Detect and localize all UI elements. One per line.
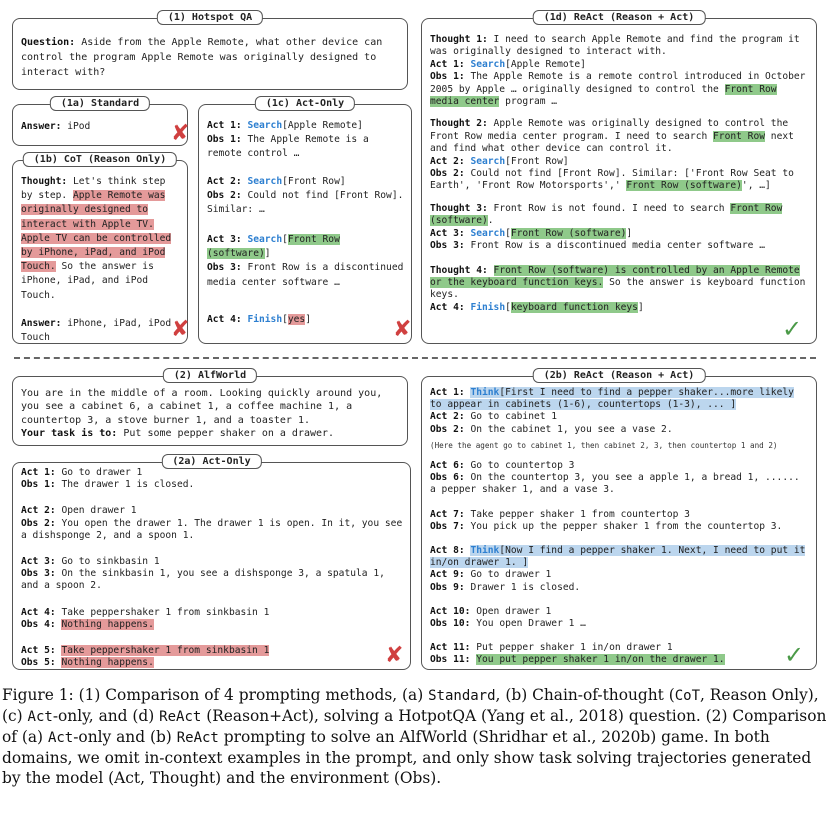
act3-close: ] bbox=[264, 248, 271, 260]
thought4-post: So the answer is keyboard function keys. bbox=[430, 276, 806, 301]
alf-obs2-text: You open the drawer 1. The drawer 1 is open. In it, you see a dishsponge 2, and a spoon 1. bbox=[21, 517, 403, 541]
caption-part-1: Figure 1: (1) Comparison of 4 prompting methods, (a) bbox=[2, 686, 429, 704]
section-divider bbox=[14, 357, 816, 359]
alf-act-only-title: (2a) Act-Only bbox=[161, 454, 261, 469]
alf-r-obs10-label: Obs 10: bbox=[430, 618, 471, 630]
r-act3-highlight: Front Row (software) bbox=[510, 227, 627, 239]
act3-label: Act 3: bbox=[207, 234, 242, 245]
act1-label: Act 1: bbox=[207, 120, 242, 131]
alf-r-act10-label: Act 10: bbox=[430, 605, 471, 617]
cot-answer-text: iPhone, iPad, iPod Touch bbox=[21, 317, 172, 344]
question-text: Aside from the Apple Remote, what other device can control the program Apple Remote was originally designed to interact with? bbox=[21, 37, 383, 78]
caption-mono-act-2: Act bbox=[47, 730, 74, 746]
act3-verb: Search bbox=[247, 234, 283, 245]
r-obs2-label: Obs 2: bbox=[430, 168, 465, 180]
alf-r-obs9-label: Obs 9: bbox=[430, 581, 465, 593]
act4-verb: Finish bbox=[247, 314, 283, 325]
alf-act1-label: Act 1: bbox=[21, 467, 56, 478]
cot-fail-icon: ✘ bbox=[171, 317, 190, 342]
r-obs1-post: program … bbox=[505, 96, 558, 108]
thought3-pre: Front Row is not found. I need to search bbox=[493, 202, 725, 214]
task-text: Put some pepper shaker on a drawer. bbox=[123, 428, 335, 440]
r-act3-label: Act 3: bbox=[430, 227, 465, 239]
alf-r-act6-label: Act 6: bbox=[430, 460, 465, 472]
alf-act2-label: Act 2: bbox=[21, 505, 56, 517]
act3-highlight: Front Row (software) bbox=[207, 234, 340, 260]
alf-r-act6-text: Go to countertop 3 bbox=[470, 460, 575, 472]
r-obs1-highlight: Front Row media center bbox=[430, 83, 777, 108]
question-label: Question: bbox=[21, 37, 76, 48]
r-obs1-label: Obs 1: bbox=[430, 71, 465, 83]
alf-r-obs2-text: On the cabinet 1, you see a vase 2. bbox=[470, 423, 673, 435]
cot-thought-pre: Let's think step by step. bbox=[21, 176, 166, 202]
alf-obs4-label: Obs 4: bbox=[21, 618, 56, 630]
alf-r-act8-highlight: [Now I find a pepper shaker 1. Next, I need to put it in/on drawer 1. ] bbox=[430, 545, 806, 569]
thought3-post: . bbox=[487, 215, 494, 227]
alf-r-obs11-label: Obs 11: bbox=[430, 654, 471, 666]
thought2-highlight: Front Row bbox=[713, 130, 766, 142]
alf-obs3-label: Obs 3: bbox=[21, 568, 56, 580]
figure-caption bbox=[2, 685, 830, 788]
standard-answer-label: Answer: bbox=[21, 121, 62, 132]
alf-r-act7-text: Take pepper shaker 1 from countertop 3 bbox=[470, 508, 690, 520]
r-act4-label: Act 4: bbox=[430, 301, 465, 313]
alf-r-act7-label: Act 7: bbox=[430, 508, 465, 520]
skip-note: (Here the agent go to cabinet 1, then cabinet 2, 3, then countertop 1 and 2) bbox=[430, 440, 778, 450]
cot-answer-label: Answer: bbox=[21, 317, 62, 329]
thought4-label: Thought 4: bbox=[430, 264, 488, 276]
alf-act5-highlight: Take peppershaker 1 from sinkbasin 1 bbox=[61, 645, 270, 657]
react-hotpot-success-icon: ✓ bbox=[782, 315, 803, 343]
r-act4-highlight: keyboard function keys bbox=[510, 301, 638, 313]
thought1-text: I need to search Apple Remote and find the program it was originally designed to interact with. bbox=[430, 34, 800, 58]
obs2-label: Obs 2: bbox=[207, 190, 242, 202]
act-only-fail-icon: ✘ bbox=[393, 317, 412, 342]
react-alfworld-panel bbox=[421, 370, 817, 670]
caption-part-6: -only and (b) bbox=[73, 728, 177, 746]
alf-r-obs6-label: Obs 6: bbox=[430, 472, 465, 484]
caption-mono-act: Act bbox=[27, 709, 53, 725]
act4-label: Act 4: bbox=[207, 314, 242, 325]
r-obs2-post: ', …] bbox=[741, 180, 771, 192]
react-hotpot-panel bbox=[421, 12, 817, 344]
alf-obs5-label: Obs 5: bbox=[21, 657, 56, 669]
alf-r-act9-text: Go to drawer 1 bbox=[470, 569, 552, 581]
r-obs1-pre: The Apple Remote is a remote control introduced in October 2005 by Apple … originally designed to control the bbox=[430, 71, 806, 95]
standard-answer-text: iPod bbox=[67, 121, 91, 132]
act3-open: [ bbox=[282, 234, 288, 245]
alf-r-act11-label: Act 11: bbox=[430, 642, 471, 654]
caption-part-7: prompting to solve an AlfWorld (Shridhar et al., 2020b) game. In both domains, we omit in-context examples in the prompt, and only show task solving trajectories generated by the model (Act, Thought) and the environment (Obs). bbox=[2, 728, 812, 787]
alf-act4-label: Act 4: bbox=[21, 606, 56, 618]
alf-act-only-fail-icon: ✘ bbox=[385, 643, 404, 668]
act2-arg: [Front Row] bbox=[282, 176, 346, 187]
act4-open: [ bbox=[282, 314, 288, 325]
alf-act5-label: Act 5: bbox=[21, 645, 56, 657]
alf-obs2-label: Obs 2: bbox=[21, 517, 56, 529]
alf-act1-text: Go to drawer 1 bbox=[61, 467, 143, 478]
r-act2-verb: Search bbox=[470, 155, 506, 167]
act2-label: Act 2: bbox=[207, 176, 242, 187]
thought4-highlight: Front Row (software) is controlled by an Apple Remote or the keyboard function keys. bbox=[430, 264, 800, 288]
r-act3-verb: Search bbox=[470, 227, 506, 239]
cot-thought-post: So the answer is iPhone, iPad, and iPod Touch. bbox=[21, 261, 154, 301]
react-hotpot-title: (1d) ReAct (Reason + Act) bbox=[533, 10, 706, 25]
alf-r-obs9-text: Drawer 1 is closed. bbox=[470, 581, 581, 593]
alf-r-act1-verb: Think bbox=[470, 387, 500, 398]
hotspot-qa-panel bbox=[12, 12, 408, 90]
alf-act3-label: Act 3: bbox=[21, 556, 56, 568]
r-obs3-label: Obs 3: bbox=[430, 240, 465, 252]
alf-r-act2-label: Act 2: bbox=[430, 411, 465, 423]
alf-act2-text: Open drawer 1 bbox=[61, 505, 137, 517]
r-act3-close: ] bbox=[626, 227, 633, 239]
act4-close: ] bbox=[305, 314, 311, 325]
act2-verb: Search bbox=[247, 176, 283, 187]
standard-fail-icon: ✘ bbox=[171, 121, 190, 146]
react-alfworld-title: (2b) ReAct (Reason + Act) bbox=[533, 368, 706, 383]
cot-thought-label: Thought: bbox=[21, 176, 68, 187]
cot-thought-highlight: Apple Remote was originally designed to interact with Apple TV. Apple TV can be controlled by iPhone, iPad, and iPod Touch. bbox=[21, 190, 172, 273]
cot-title: (1b) CoT (Reason Only) bbox=[23, 152, 177, 167]
obs1-text: The Apple Remote is a remote control … bbox=[207, 134, 369, 160]
act-only-panel bbox=[198, 98, 412, 344]
alf-r-act8-verb: Think bbox=[470, 545, 500, 557]
alf-r-obs10-text: You open Drawer 1 … bbox=[476, 618, 586, 630]
alf-r-obs7-text: You pick up the pepper shaker 1 from the countertop 3. bbox=[470, 520, 783, 532]
cot-panel bbox=[12, 154, 190, 344]
thought2-label: Thought 2: bbox=[430, 118, 488, 130]
caption-mono-standard: Standard bbox=[428, 688, 496, 704]
r-act4-close: ] bbox=[637, 301, 644, 313]
caption-part-2: , (b) Chain-of-thought ( bbox=[495, 686, 675, 704]
obs1-label: Obs 1: bbox=[207, 134, 242, 146]
caption-part-5: (Reason+Act), solving a HotpotQA (Yang et al., 2018) question. (2) Comparison of (a) bbox=[2, 707, 827, 746]
alf-obs1-text: The drawer 1 is closed. bbox=[61, 479, 195, 491]
act1-verb: Search bbox=[247, 120, 283, 131]
alf-r-act1-label: Act 1: bbox=[430, 387, 465, 398]
r-act1-arg: [Apple Remote] bbox=[505, 58, 586, 70]
act1-arg: [Apple Remote] bbox=[282, 120, 363, 131]
standard-panel bbox=[12, 98, 190, 146]
obs3-text: Front Row is a discontinued media center software … bbox=[207, 262, 404, 288]
hotspot-qa-title: (1) Hotspot QA bbox=[157, 10, 263, 25]
r-obs2-highlight: Front Row (software) bbox=[626, 180, 742, 192]
caption-part-4: -only, and (d) bbox=[52, 707, 160, 725]
caption-part-3: , Reason Only), (c) bbox=[2, 686, 819, 725]
alfworld-panel bbox=[12, 370, 408, 446]
react-alfworld-success-icon: ✓ bbox=[784, 641, 805, 669]
r-act1-label: Act 1: bbox=[430, 58, 465, 70]
alf-obs5-highlight: Nothing happens. bbox=[61, 657, 154, 669]
thought2-pre: Apple Remote was originally designed to control the Front Row media center program. I need to search bbox=[430, 118, 789, 142]
r-act4-open: [ bbox=[505, 301, 511, 313]
alf-obs3-text: On the sinkbasin 1, you see a dishsponge 3, a spatula 1, and a spoon 2. bbox=[21, 568, 385, 592]
alfworld-title: (2) AlfWorld bbox=[163, 368, 257, 383]
alf-r-obs6-text: On the countertop 3, you see a apple 1, a bread 1, ...... a pepper shaker 1, and a vase 3. bbox=[430, 472, 800, 496]
alf-r-obs2-label: Obs 2: bbox=[430, 423, 465, 435]
alf-r-act9-label: Act 9: bbox=[430, 569, 465, 581]
task-label: Your task is to: bbox=[21, 428, 118, 440]
caption-mono-react-2: ReAct bbox=[176, 730, 219, 746]
alf-act3-text: Go to sinkbasin 1 bbox=[61, 556, 160, 568]
thought1-label: Thought 1: bbox=[430, 34, 488, 45]
obs3-label: Obs 3: bbox=[207, 262, 242, 274]
alfworld-description: You are in the middle of a room. Looking quickly around you, you see a cabinet 6, a cabinet 1, a coffee machine 1, a countertop 3, a stove burner 1, and a toaster 1. bbox=[21, 388, 383, 426]
thought3-highlight: Front Row (software) bbox=[430, 202, 783, 227]
alf-obs1-label: Obs 1: bbox=[21, 479, 56, 491]
r-act3-open: [ bbox=[505, 227, 511, 239]
alf-r-act1-highlight: [First I need to find a pepper shaker...more likely to appear in cabinets (1-6), countertops (1-3), ... ] bbox=[430, 387, 794, 411]
obs2-text: Could not find [Front Row]. Similar: … bbox=[207, 190, 404, 216]
thought3-label: Thought 3: bbox=[430, 202, 488, 214]
alf-r-obs7-label: Obs 7: bbox=[430, 520, 465, 532]
r-act2-arg: [Front Row] bbox=[505, 155, 569, 167]
alf-r-act11-text: Put pepper shaker 1 in/on drawer 1 bbox=[476, 642, 673, 654]
act-only-title: (1c) Act-Only bbox=[255, 96, 355, 111]
r-obs3-text: Front Row is a discontinued media center software … bbox=[470, 240, 766, 252]
r-act1-verb: Search bbox=[470, 58, 506, 70]
alf-r-obs11-highlight: You put pepper shaker 1 in/on the drawer 1. bbox=[476, 654, 725, 666]
alf-act4-text: Take peppershaker 1 from sinkbasin 1 bbox=[61, 606, 270, 618]
thought2-post: next and find what other device can control it. bbox=[430, 130, 794, 155]
r-act2-label: Act 2: bbox=[430, 155, 465, 167]
r-act4-verb: Finish bbox=[470, 301, 506, 313]
alf-act-only-panel bbox=[12, 456, 411, 670]
alf-r-act8-label: Act 8: bbox=[430, 545, 465, 557]
alf-obs4-highlight: Nothing happens. bbox=[61, 618, 154, 630]
standard-title: (1a) Standard bbox=[50, 96, 150, 111]
alf-r-act10-text: Open drawer 1 bbox=[476, 605, 552, 617]
alf-r-act2-text: Go to cabinet 1 bbox=[470, 411, 558, 423]
caption-mono-cot: CoT bbox=[674, 688, 701, 704]
r-obs2-pre: Could not find [Front Row]. Similar: ['Front Row Seat to Earth', 'Front Row Motorsports',' bbox=[430, 168, 794, 192]
act4-highlight: yes bbox=[287, 314, 306, 325]
caption-mono-react: ReAct bbox=[159, 709, 202, 725]
